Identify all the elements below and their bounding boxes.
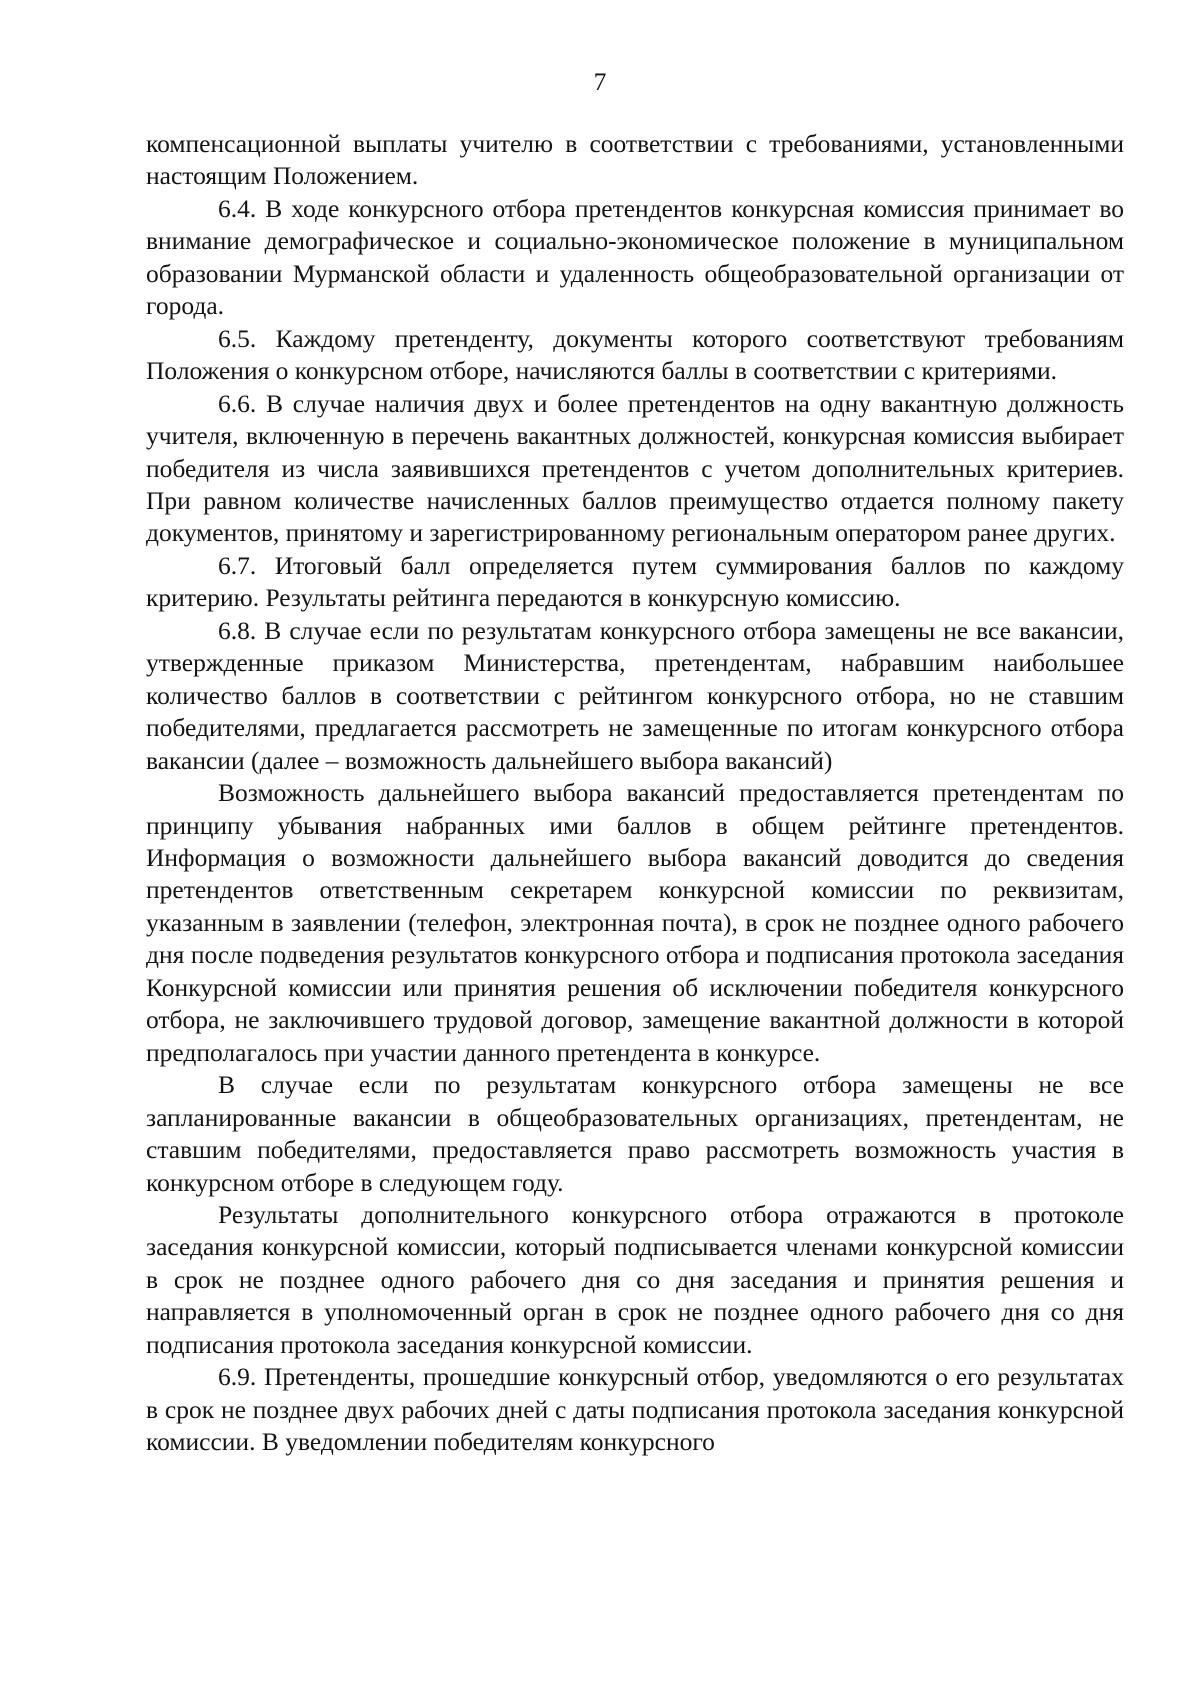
paragraph-6-7: 6.7. Итоговый балл определяется путем суммирования баллов по каждому критерию. Результаты рейтинга передаются в конкурсную комиссию.	[146, 550, 1124, 613]
paragraph-further-choice: Возможность дальнейшего выбора вакансий предоставляется претендентам по принципу убывания набранных ими баллов в общем рейтинге претендентов. Информация о возможности дальнейшего выбора вакансий доводится до сведения претендентов ответственным секретарем конкурсной комиссии по реквизитам, указанным в заявлении (телефон, электронная почта), в срок не позднее одного рабочего дня после подведения результатов конкурсного отбора и подписания протокола заседания Конкурсной комиссии или принятия решения об исключении победителя конкурсного отбора, не заключившего трудовой договор, замещение вакантной должности в которой предполагалось при участии данного претендента в конкурсе.	[146, 778, 1124, 1067]
paragraph-continuation: компенсационной выплаты учителю в соответствии с требованиями, установленными настоящим Положением.	[146, 129, 1124, 191]
document-body	[146, 128, 1124, 1459]
paragraph-6-9: 6.9. Претенденты, прошедшие конкурсный отбор, уведомляются о его результатах в срок не позднее двух рабочих дней с даты подписания протокола заседания конкурсной комиссии. В уведомлении победителям конкурсного	[146, 1362, 1124, 1457]
paragraph-6-8: 6.8. В случае если по результатам конкурсного отбора замещены не все вакансии, утвержденные приказом Министерства, претендентам, набравшим наибольшее количество баллов в соответствии с рейтингом конкурсного отбора, но не ставшим победителями, предлагается рассмотреть не замещенные по итогам конкурсного отбора вакансии (далее – возможность дальнейшего выбора вакансий)	[146, 615, 1124, 775]
paragraph-6-5: 6.5. Каждому претенденту, документы которого соответствуют требованиям Положения о конкурсном отборе, начисляются баллы в соответствии с критериями.	[146, 323, 1124, 386]
paragraph-unfilled-vacancies: В случае если по результатам конкурсного отбора замещены не все запланированные вакансии в общеобразовательных организациях, претендентам, не ставшим победителями, предоставляется право рассмотреть возможность участия в конкурсном отборе в следующем году.	[146, 1070, 1124, 1197]
paragraph-6-4: 6.4. В ходе конкурсного отбора претендентов конкурсная комиссия принимает во внимание демографическое и социально-экономическое положение в муниципальном образовании Мурманской области и удаленность общеобразовательной организации от города.	[146, 193, 1124, 321]
paragraph-6-6: 6.6. В случае наличия двух и более претендентов на одну вакантную должность учителя, включенную в перечень вакантных должностей, конкурсная комиссия выбирает победителя из числа заявившихся претендентов с учетом дополнительных критериев. При равном количестве начисленных баллов преимущество отдается полному пакету документов, принятому и зарегистрированному региональным оператором ранее других.	[146, 388, 1124, 548]
paragraph-additional-results: Результаты дополнительного конкурсного отбора отражаются в протоколе заседания конкурсной комиссии, который подписывается членами конкурсной комиссии в срок не позднее одного рабочего дня со дня заседания и принятия решения и направляется в уполномоченный орган в срок не позднее одного рабочего дня со дня подписания протокола заседания конкурсной комиссии.	[146, 1199, 1124, 1359]
page-number: 7	[593, 67, 607, 96]
